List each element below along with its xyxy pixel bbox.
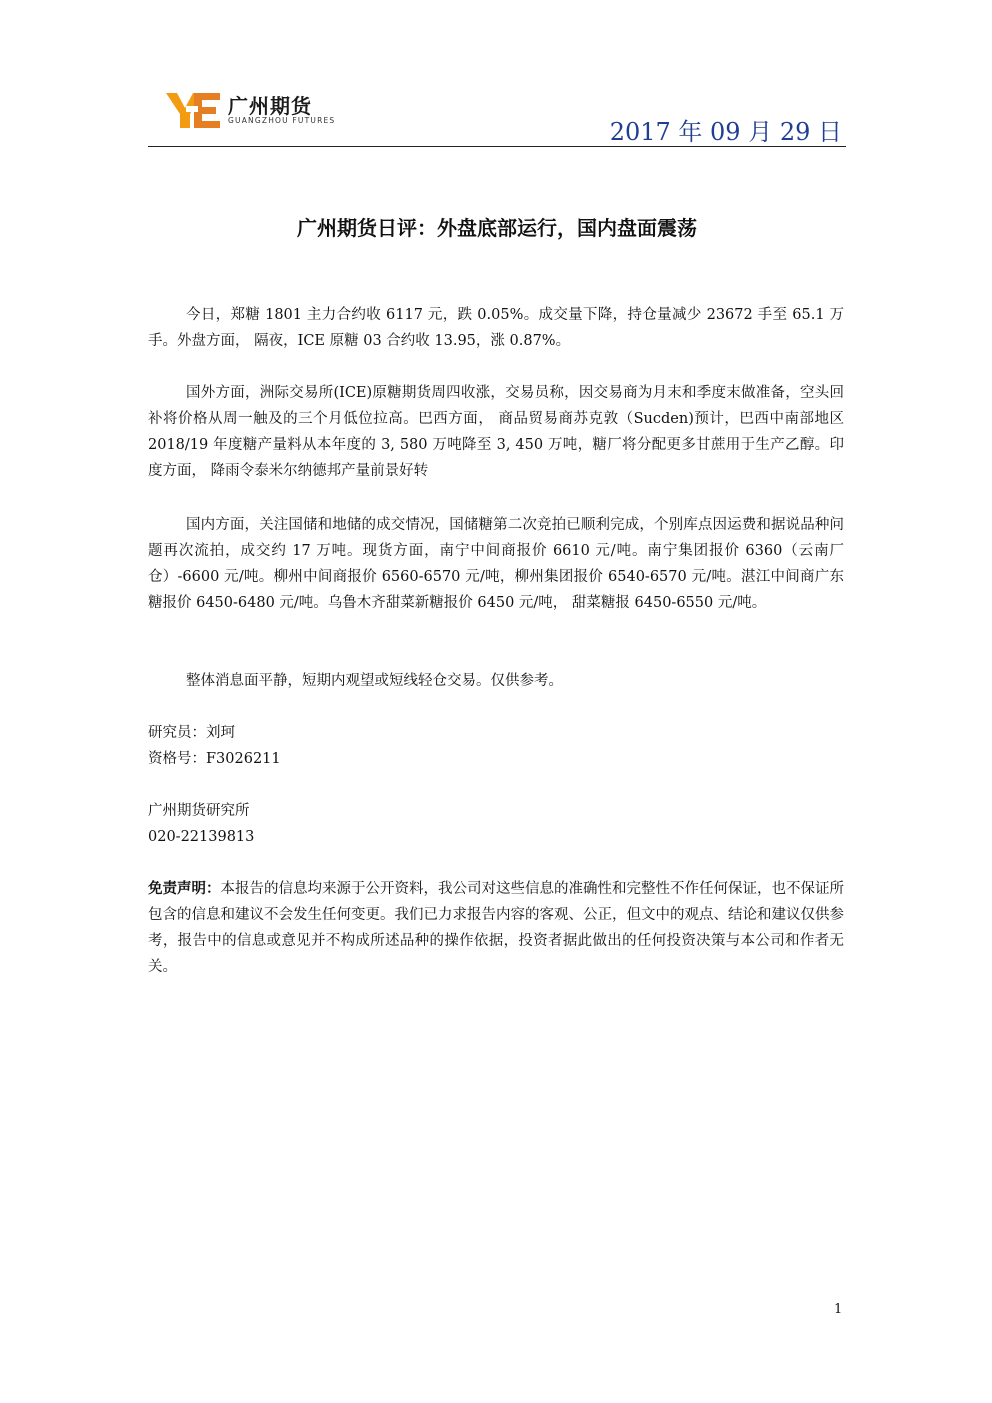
logo-chinese-text: 广州期货 bbox=[228, 94, 312, 118]
paragraph-international: 国外方面，洲际交易所(ICE)原糖期货周四收涨，交易员称，因交易商为月末和季度末做准备，空头回补将价格从周一触及的三个月低位拉高。巴西方面， 商品贸易商苏克敦（Sucden)预计，巴西中南部地区 2018/19 年度糖产量料从本年度的 3, 580 万吨降至 3, 450 万吨，糖厂将分配更多甘蔗用于生产乙醇。印度方面， 降雨令泰米尔纳德邦产量前景好转 bbox=[148, 385, 844, 479]
report-title: 广州期货日评：外盘底部运行，国内盘面震荡 bbox=[297, 216, 697, 240]
disclaimer bbox=[148, 876, 844, 980]
paragraph-market-summary: 今日，郑糖 1801 主力合约收 6117 元，跌 0.05%。成交量下降，持仓量减少 23672 手至 65.1 万手。外盘方面， 隔夜，ICE 原糖 03 合约收 13.95，涨 0.87%。 bbox=[148, 307, 844, 349]
report-date: 2017 年 09 月 29 日 bbox=[609, 118, 842, 146]
institute-name: 广州期货研究所 bbox=[148, 803, 250, 819]
paragraph-conclusion: 整体消息面平静，短期内观望或短线轻仓交易。仅供参考。 bbox=[186, 673, 563, 689]
logo-english-text: GUANGZHOU FUTURES bbox=[228, 116, 336, 125]
researcher-name: 研究员：刘珂 bbox=[148, 725, 235, 741]
institute-phone: 020-22139813 bbox=[148, 829, 255, 845]
disclaimer-text: 本报告的信息均来源于公开资料，我公司对这些信息的准确性和完整性不作任何保证，也不保证所包含的信息和建议不会发生任何变更。我们已力求报告内容的客观、公正，但文中的观点、结论和建议仅供参考，报告中的信息或意见并不构成所述品种的操作依据，投资者据此做出的任何投资决策与本公司和作者无关。 bbox=[148, 881, 844, 975]
disclaimer-label: 免责声明： bbox=[148, 881, 221, 897]
company-logo bbox=[166, 90, 356, 130]
page-number: 1 bbox=[834, 1302, 843, 1317]
researcher-license: 资格号：F3026211 bbox=[148, 751, 281, 767]
report-header bbox=[148, 84, 846, 147]
guangzhou-futures-logo-icon bbox=[166, 90, 220, 130]
paragraph-domestic: 国内方面，关注国储和地储的成交情况，国储糖第二次竞拍已顺利完成，个别库点因运费和据说品种问题再次流拍，成交约 17 万吨。现货方面，南宁中间商报价 6610 元/吨。南宁集团报价 6360（云南厂仓）-6600 元/吨。柳州中间商报价 6560-6570 元/吨，柳州集团报价 6540-6570 元/吨。湛江中间商广东糖报价 6450-6480 元/吨。乌鲁木齐甜菜新糖报价 6450 元/吨， 甜菜糖报 6450-6550 元/吨。 bbox=[148, 517, 844, 611]
